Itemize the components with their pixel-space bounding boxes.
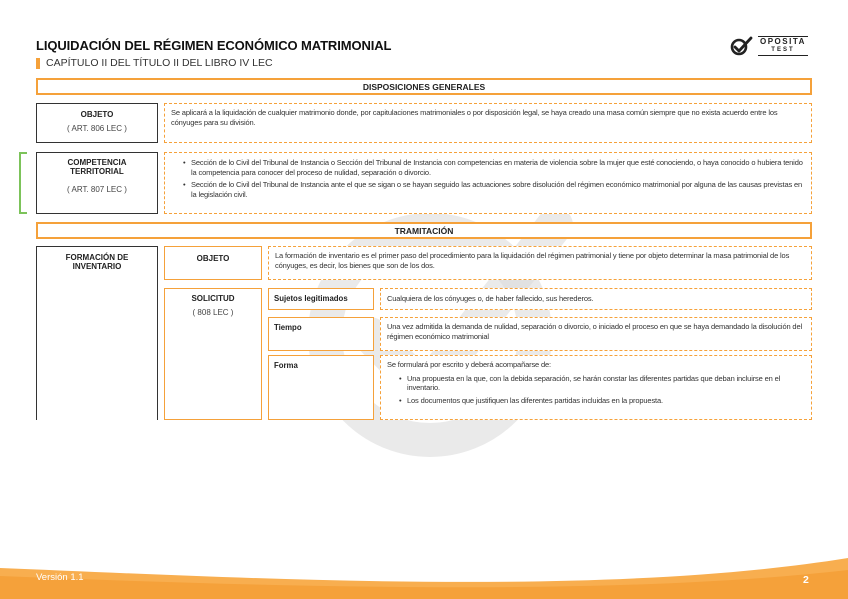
logo-line1: OPOSITA (760, 37, 806, 46)
page-title: LIQUIDACIÓN DEL RÉGIMEN ECONÓMICO MATRIMONIAL (36, 38, 392, 53)
sujetos-text: Cualquiera de los cónyuges o, de haber fallecido, sus herederos. (387, 294, 594, 303)
tram-objeto-text: La formación de inventario es el primer paso del procedimiento para la liquidación del régimen patrimonial y tiene por objeto determinar la masa patrimonial de los cónyuges, es decir, los bienes que son de los dos. (275, 251, 790, 270)
tram-objeto-text-box (268, 246, 812, 280)
solicitud-label-box (164, 288, 262, 420)
footer-page-number: 2 (803, 574, 809, 586)
logo-text (758, 36, 808, 56)
forma-text-box (380, 355, 812, 420)
objeto-label: OBJETO (80, 110, 114, 119)
competencia-item-1: • Sección de lo Civil del Tribunal de Instancia o Sección del Tribunal de Instancia con competencias en materia de violencia sobre la mujer que esté conociendo, o haya conocido o hubiera tenido la competencia para conocer del proceso de nulidad, separación o divorcio. (183, 158, 803, 177)
competencia-label-line2: TERRITORIAL (70, 167, 124, 176)
forma-item-1: • Una propuesta en la que, con la debida separación, se harán constar las diferentes partidas que deban incluirse en el inventario. (399, 374, 805, 393)
competencia-label-line1: COMPETENCIA (67, 158, 127, 167)
competencia-item-2: • Sección de lo Civil del Tribunal de Instancia ante el que se sigan o se hayan seguido las actuaciones sobre disolución del régimen económico matrimonial por alguna de las causas previstas en la legislación civil. (183, 180, 803, 199)
tram-objeto-label-box (164, 246, 262, 280)
logo-line2: TEST (771, 47, 795, 53)
solicitud-label: SOLICITUD (191, 294, 235, 303)
subtitle-text: CAPÍTULO II DEL TÍTULO II DEL LIBRO IV LEC (46, 57, 273, 69)
tram-objeto-label: OBJETO (196, 254, 230, 263)
sujetos-label-box (268, 288, 374, 310)
objeto-label-box (36, 103, 158, 143)
competencia-highlight-bracket (19, 152, 27, 214)
page-subtitle (36, 57, 273, 69)
tiempo-text: Una vez admitida la demanda de nulidad, separación o divorcio, o iniciado el proceso en que se haya demandado la disolución del régimen económico matrimonial (387, 322, 802, 341)
logo-check-icon (730, 36, 754, 56)
tiempo-label: Tiempo (274, 323, 302, 332)
forma-label: Forma (274, 361, 298, 370)
footer-version: Versión 1.1 (36, 572, 84, 583)
oposita-test-logo (730, 36, 808, 56)
forma-list (387, 374, 805, 406)
sujetos-label: Sujetos legitimados (274, 294, 348, 303)
competencia-ref: ( ART. 807 LEC ) (67, 185, 127, 194)
tiempo-text-box (380, 317, 812, 351)
sujetos-text-box (380, 288, 812, 310)
competencia-text-box (164, 152, 812, 214)
formacion-inventario-box (36, 246, 158, 420)
forma-label-box (268, 355, 374, 420)
forma-intro: Se formulará por escrito y deberá acompañarse de: (387, 360, 551, 369)
competencia-list (183, 158, 803, 199)
objeto-text: Se aplicará a la liquidación de cualquier matrimonio donde, por capitulaciones matrimoniales o por disposición legal, se haya creado una masa común siempre que no exista acuerdo entre los cónyuges para su división. (171, 108, 778, 127)
competencia-label-box (36, 152, 158, 214)
section-header-tramitacion: TRAMITACIÓN (36, 222, 812, 239)
objeto-ref: ( ART. 806 LEC ) (67, 124, 127, 133)
forma-item-2: • Los documentos que justifiquen las diferentes partidas incluidas en la propuesta. (399, 396, 805, 406)
tiempo-label-box (268, 317, 374, 351)
formacion-inventario-label: FORMACIÓN DE INVENTARIO (65, 253, 129, 271)
solicitud-ref: ( 808 LEC ) (192, 308, 234, 317)
subtitle-accent-bar (36, 58, 40, 69)
objeto-text-box (164, 103, 812, 143)
section-header-disposiciones: DISPOSICIONES GENERALES (36, 78, 812, 95)
footer-wave (0, 548, 848, 599)
